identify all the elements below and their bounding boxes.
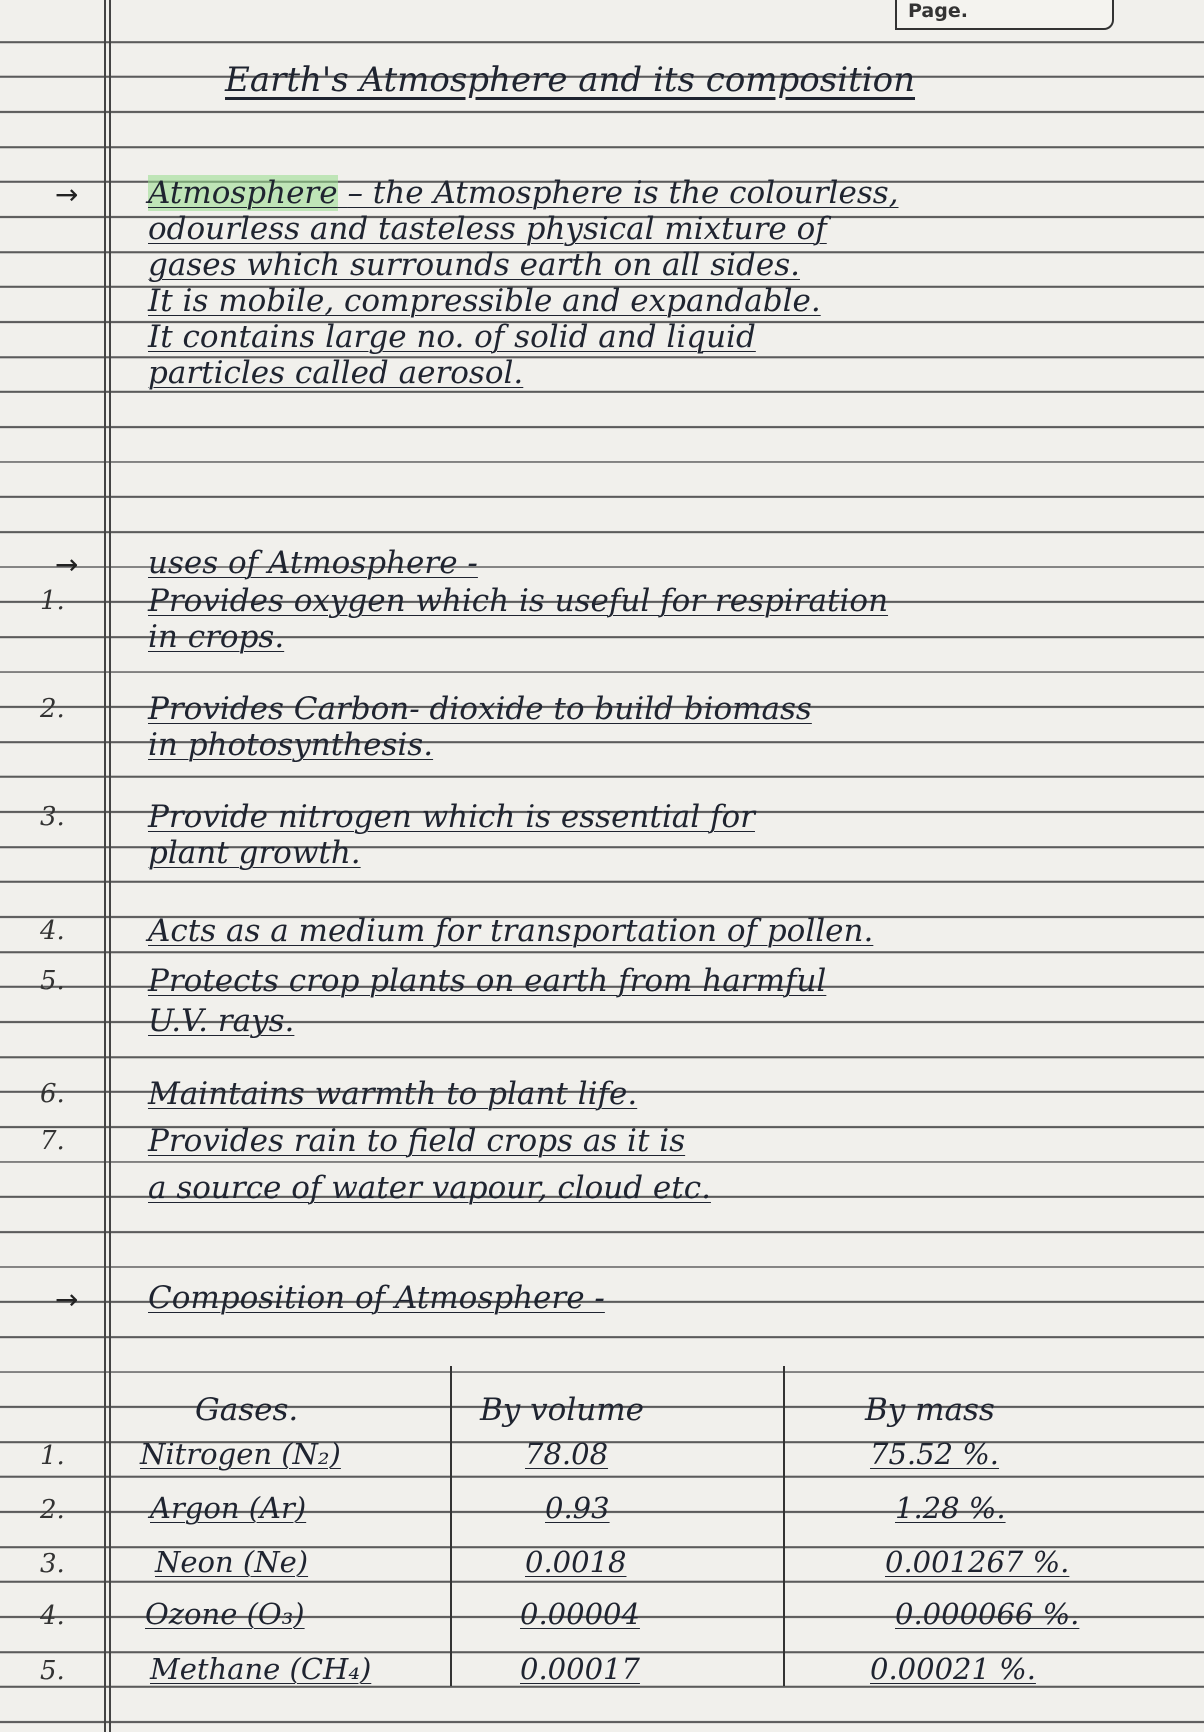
uses-heading: uses of Atmosphere - bbox=[148, 545, 478, 581]
list-number: 3. bbox=[40, 802, 65, 832]
arrow-icon: → bbox=[55, 548, 79, 581]
table-row-number: 4. bbox=[40, 1601, 65, 1631]
list-item: Maintains warmth to plant life. bbox=[148, 1076, 638, 1112]
table-cell-volume: 0.00004 bbox=[520, 1597, 640, 1631]
list-item: Protects crop plants on earth from harmful bbox=[148, 963, 827, 999]
definition-line-2: odourless and tasteless physical mixture of bbox=[148, 211, 827, 247]
list-number: 7. bbox=[40, 1126, 65, 1156]
table-cell-gas: Ozone (O₃) bbox=[145, 1597, 305, 1631]
margin-line-right bbox=[109, 0, 111, 1732]
table-cell-volume: 78.08 bbox=[525, 1437, 609, 1471]
table-row-number: 1. bbox=[40, 1441, 65, 1471]
page-label: Page. bbox=[908, 0, 968, 22]
list-item: Provides rain to field crops as it is bbox=[148, 1123, 686, 1159]
list-item-cont: a source of water vapour, cloud etc. bbox=[148, 1170, 711, 1206]
definition-text: – the Atmosphere is the colourless, bbox=[347, 175, 899, 211]
list-number: 1. bbox=[40, 586, 65, 616]
table-header-mass: By mass bbox=[865, 1392, 995, 1428]
table-cell-mass: 0.00021 %. bbox=[870, 1652, 1036, 1686]
list-item-cont: U.V. rays. bbox=[148, 1003, 295, 1039]
table-cell-gas: Neon (Ne) bbox=[155, 1545, 309, 1579]
composition-heading-text: Composition of Atmosphere - bbox=[148, 1280, 605, 1316]
table-column-divider bbox=[783, 1366, 785, 1686]
table-cell-mass: 0.000066 %. bbox=[895, 1597, 1080, 1631]
list-item: Provide nitrogen which is essential for bbox=[148, 799, 755, 835]
list-number: 4. bbox=[40, 916, 65, 946]
list-item-cont: in crops. bbox=[148, 619, 285, 655]
definition-line-1 bbox=[148, 175, 899, 211]
margin-line-left bbox=[104, 0, 106, 1732]
arrow-icon: → bbox=[55, 178, 79, 211]
table-column-divider bbox=[450, 1366, 452, 1686]
definition-line-5: It contains large no. of solid and liquid bbox=[148, 319, 756, 355]
list-number: 2. bbox=[40, 694, 65, 724]
definition-term: Atmosphere bbox=[148, 175, 338, 211]
list-item: Provides Carbon- dioxide to build biomass bbox=[148, 691, 812, 727]
table-row-number: 3. bbox=[40, 1549, 65, 1579]
table-cell-mass: 75.52 %. bbox=[870, 1437, 1000, 1471]
arrow-icon: → bbox=[55, 1283, 79, 1316]
list-number: 6. bbox=[40, 1079, 65, 1109]
definition-line-6: particles called aerosol. bbox=[148, 355, 524, 391]
table-cell-mass: 0.001267 %. bbox=[885, 1545, 1070, 1579]
list-item-cont: plant growth. bbox=[148, 835, 361, 871]
table-header-gases: Gases. bbox=[195, 1392, 299, 1428]
table-cell-gas: Nitrogen (N₂) bbox=[140, 1437, 341, 1471]
table-cell-volume: 0.0018 bbox=[525, 1545, 627, 1579]
table-cell-gas: Argon (Ar) bbox=[150, 1491, 307, 1525]
table-cell-mass: 1.28 %. bbox=[895, 1491, 1006, 1525]
table-cell-gas: Methane (CH₄) bbox=[150, 1652, 372, 1686]
composition-heading bbox=[148, 1280, 605, 1316]
list-item: Provides oxygen which is useful for respiration bbox=[148, 583, 889, 619]
list-item: Acts as a medium for transportation of pollen. bbox=[148, 913, 874, 949]
table-row-number: 2. bbox=[40, 1495, 65, 1525]
table-cell-volume: 0.00017 bbox=[520, 1652, 640, 1686]
table-row-number: 5. bbox=[40, 1656, 65, 1686]
definition-line-4: It is mobile, compressible and expandable. bbox=[148, 283, 821, 319]
table-header-volume: By volume bbox=[480, 1392, 644, 1428]
list-number: 5. bbox=[40, 966, 65, 996]
page-title: Earth's Atmosphere and its composition bbox=[225, 60, 915, 100]
list-item-cont: in photosynthesis. bbox=[148, 727, 434, 763]
table-cell-volume: 0.93 bbox=[545, 1491, 610, 1525]
definition-line-3: gases which surrounds earth on all sides. bbox=[148, 247, 800, 283]
